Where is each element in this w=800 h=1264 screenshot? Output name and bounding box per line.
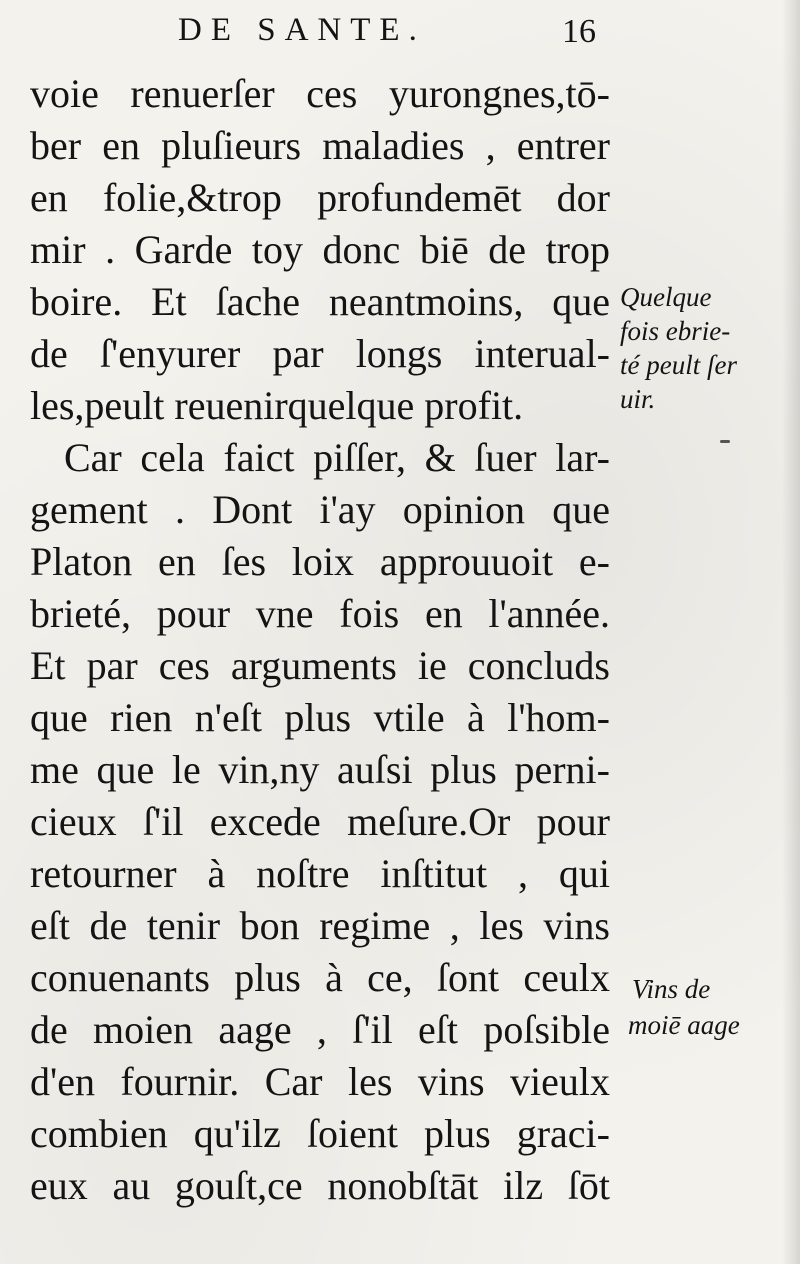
- text-line: conuenants plus à ce, ſont ceulx: [30, 955, 610, 1000]
- text-line: me que le vin,ny auſsi plus perni-: [30, 747, 610, 792]
- margin-note-line: Quelque: [620, 282, 712, 312]
- margin-note-line: fois ebrie-: [620, 316, 731, 346]
- text-line: mir . Garde toy donc biē de trop: [30, 227, 610, 272]
- text-line: Et par ces arguments ie concluds: [30, 643, 610, 688]
- margin-note-line: moiē aage: [628, 1010, 740, 1040]
- text-line: de moien aage , ſ'il eſt poſsible: [30, 1007, 610, 1052]
- text-line: brieté, pour vne fois en l'année.: [30, 591, 610, 636]
- running-head-title: DE SANTE.: [178, 12, 426, 48]
- text-line: voie renuerſer ces yurongnes,tō-: [30, 71, 610, 116]
- margin-note-line: té peult ſer: [620, 350, 737, 380]
- text-line: de ſ'enyurer par longs interual-: [30, 331, 610, 376]
- margin-note-line: Vins de: [632, 974, 711, 1004]
- text-line: Car cela faict piſſer, & ſuer lar-: [64, 435, 610, 480]
- text-line: les,peult reuenirquelque profit.: [30, 383, 524, 428]
- text-line: combien qu'ilz ſoient plus graci-: [30, 1111, 610, 1156]
- text-line: Platon en ſes loix approuuoit e-: [30, 539, 610, 584]
- text-line: que rien n'eſt plus vtile à l'hom-: [30, 695, 610, 740]
- text-line: eſt de tenir bon regime , les vins: [30, 903, 610, 948]
- margin-note-line: uir.: [620, 384, 656, 414]
- text-line: eux au gouſt,ce nonobſtāt ilz ſōt: [30, 1163, 610, 1208]
- text-line: retourner à noſtre inſtitut , qui: [30, 851, 610, 896]
- text-line: d'en fournir. Car les vins vieulx: [30, 1059, 610, 1104]
- text-line: en folie,&trop profundemēt dor: [30, 175, 610, 220]
- text-line: gement . Dont i'ay opinion que: [30, 487, 610, 532]
- text-line: boire. Et ſache neantmoins, que: [30, 279, 610, 324]
- text-line: cieux ſ'il excede meſure.Or pour: [30, 799, 610, 844]
- page-number: 16: [562, 13, 596, 50]
- text-line: ber en pluſieurs maladies , entrer: [30, 123, 610, 168]
- page-gutter-shadow: [782, 0, 800, 1264]
- ink-speck: [720, 440, 730, 443]
